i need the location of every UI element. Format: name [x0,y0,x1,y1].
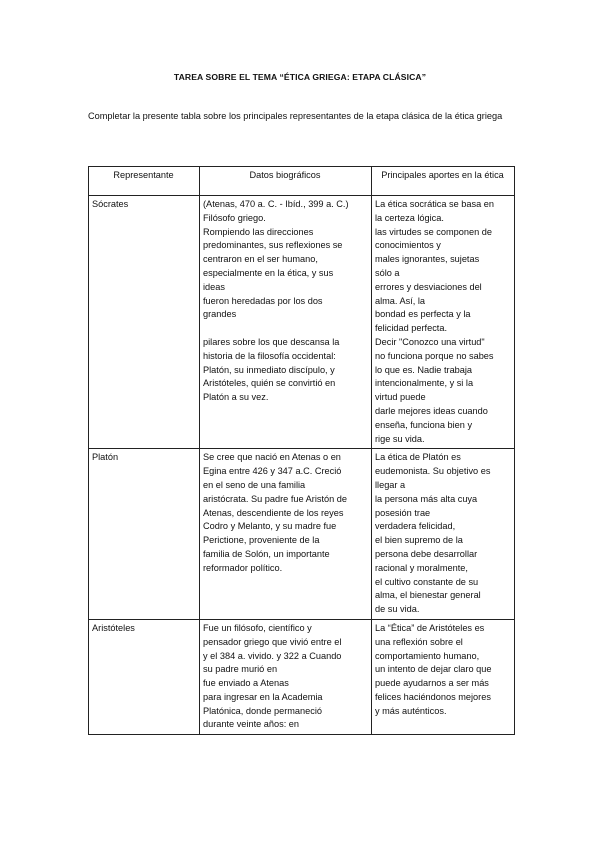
cell-text-line: grandes [203,309,237,320]
representative-name: Platón [89,449,200,620]
header-principales-aportes: Principales aportes en la ética [372,167,515,196]
header-representante: Representante [89,167,200,196]
cell-text-line: durante veinte años: en [203,719,300,730]
cell-text-line: La ética de Platón es [375,452,461,463]
cell-text-line: racional y moralmente, [375,562,468,573]
cell-text-line: Perictione, proveniente de la [203,535,320,546]
cell-text-line: de su vida. [375,604,420,615]
cell-text-line: Rompiendo las direcciones [203,226,314,237]
biography-cell [200,196,372,449]
cell-text-line: centraron en el ser humano, [203,254,318,265]
table-row [89,449,515,620]
cell-text-line: virtud puede [375,392,426,403]
cell-text-line: posesión trae [375,507,431,518]
cell-text-line: fueron heredadas por los dos [203,295,323,306]
cell-text-line: Decir "Conozco una virtud" [375,336,485,347]
cell-text-line: eudemonista. Su objetivo es [375,466,491,477]
cell-text-line: Filósofo griego. [203,212,266,223]
biography-cell [200,619,372,734]
cell-text-line: el bien supremo de la [375,535,463,546]
cell-text-line: La ética socrática se basa en [375,199,494,209]
cell-text-line: intencionalmente, y si la [375,378,474,389]
cell-text-line: conocimientos y [375,240,441,251]
cell-text-line: Platónica, donde permaneció [203,705,323,716]
table-header-row [89,167,515,196]
cell-text-line [203,322,367,336]
cell-text-line: pensador griego que vivió entre el [203,636,342,647]
representatives-table [88,166,515,735]
cell-text-line: no funciona porque no sabes [375,350,494,361]
cell-text-line: sólo a [375,267,400,278]
cell-text-line: Platón a su vez. [203,392,269,403]
cell-text-line: ideas [203,281,225,292]
cell-text-line: reformador político. [203,562,283,573]
cell-text-line: y más auténticos. [375,705,447,716]
table-row [89,619,515,734]
cell-text-line: familia de Solón, un importante [203,548,330,559]
cell-text-line: males ignorantes, sujetas [375,254,480,265]
cell-text-line: historia de la filosofía occidental: [203,350,336,361]
cell-text-line: llegar a [375,479,406,490]
table-row [89,196,515,449]
cell-text-line: la persona más alta cuya [375,493,478,504]
cell-text-line: comportamiento humano, [375,650,480,661]
header-datos-biograficos: Datos biográficos [200,167,372,196]
cell-text-line: lo que es. Nadie trabaja [375,364,473,375]
cell-text-line: Se cree que nació en Atenas o en [203,452,341,463]
cell-text-line: Egina entre 426 y 347 a.C. Creció [203,466,342,477]
cell-text-line: el cultivo constante de su [375,576,479,587]
biography-cell [200,449,372,620]
contributions-cell [372,196,515,449]
representative-name: Aristóteles [89,619,200,734]
cell-text-line: felices haciéndonos mejores [375,691,491,702]
cell-text-line: persona debe desarrollar [375,548,478,559]
cell-text-line: en el seno de una familia [203,479,306,490]
cell-text-line: un intento de dejar claro que [375,664,492,675]
cell-text-line: y el 384 a. vivido. y 322 a Cuando [203,650,342,661]
cell-text-line: pilares sobre los que descansa la [203,336,340,347]
cell-text-line: darle mejores ideas cuando [375,405,488,416]
cell-text-line: fue enviado a Atenas [203,678,289,689]
cell-text-line: Atenas, descendiente de los reyes [203,507,344,518]
cell-text-line: Fue un filósofo, científico y [203,622,312,633]
instructions-text: Completar la presente tabla sobre los principales representantes de la etapa clásica de la ética griega [88,111,503,121]
cell-text-line: las virtudes se componen de [375,226,492,237]
cell-text-line: felicidad perfecta. [375,323,448,334]
cell-text-line: para ingresar en la Academia [203,691,323,702]
representative-name: Sócrates [89,196,200,449]
cell-text-line: una reflexión sobre el [375,636,463,647]
cell-text-line: alma. Así, la [375,295,426,306]
cell-text-line: la certeza lógica. [375,212,444,223]
cell-text-line: bondad es perfecta y la [375,309,471,320]
cell-text-line: La “Ética” de Aristóteles es [375,622,485,633]
cell-text-line: su padre murió en [203,664,278,675]
cell-text-line: (Atenas, 470 a. C. - Ibíd., 399 a. C.) [203,199,349,209]
cell-text-line: enseña, funciona bien y [375,419,473,430]
contributions-cell [372,449,515,620]
cell-text-line: aristócrata. Su padre fue Aristón de [203,493,348,504]
cell-text-line: rige su vida. [375,433,425,444]
cell-text-line: predominantes, sus reflexiones se [203,240,343,251]
document-title: TAREA SOBRE EL TEMA “ÉTICA GRIEGA: ETAPA CLÁSICA” [173,72,427,82]
cell-text-line: especialmente en la ética, y sus [203,267,334,278]
cell-text-line: errores y desviaciones del [375,281,482,292]
cell-text-line: alma, el bienestar general [375,590,481,601]
contributions-cell [372,619,515,734]
cell-text-line: puede ayudarnos a ser más [375,678,489,689]
cell-text-line: Platón, su inmediato discípulo, y [203,364,335,375]
cell-text-line: Aristóteles, quién se convirtió en [203,378,336,389]
cell-text-line: Codro y Melanto, y su madre fue [203,521,337,532]
cell-text-line: verdadera felicidad, [375,521,456,532]
